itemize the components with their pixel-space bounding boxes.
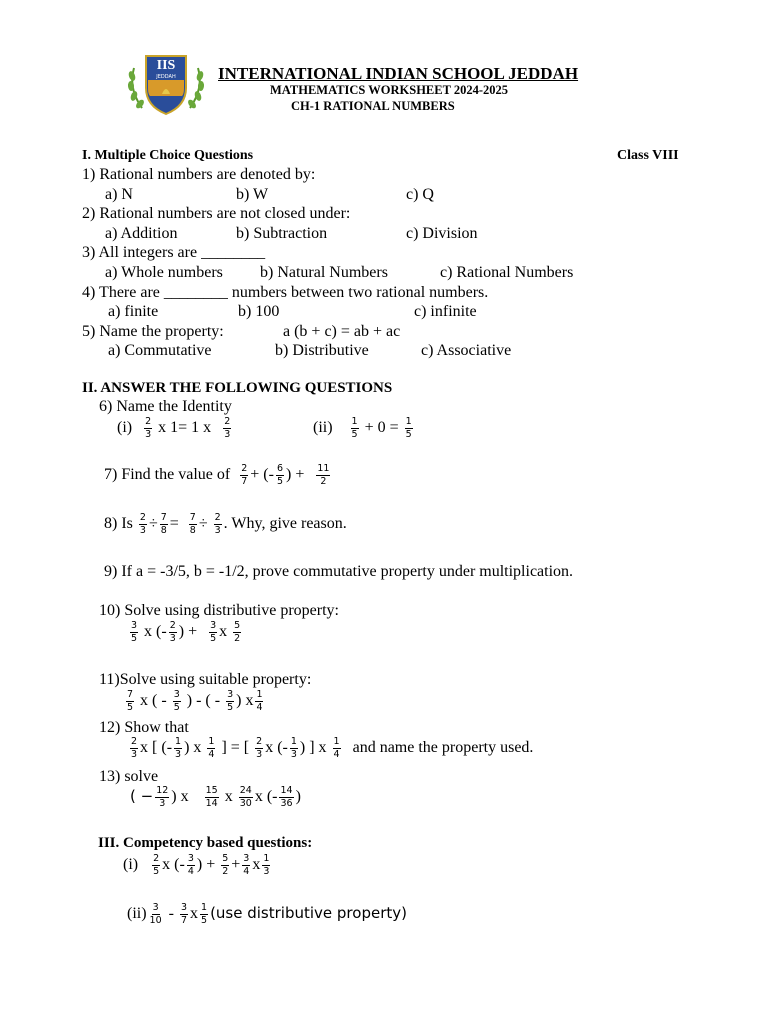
competency-ii: (ii) $\frac{3}{10}$ - $\frac{3}{7}$ x $\frac{1}{5}$ (use distributive property) xyxy=(127,902,407,926)
fraction: $\frac{5}{2}$ xyxy=(234,620,241,644)
q3-text: 3) All integers are ________ xyxy=(82,244,266,261)
q6-label-ii: (ii) xyxy=(313,419,333,437)
fraction: $\frac{3}{5}$ xyxy=(131,620,138,644)
q5-expression: a (b + c) = ab + ac xyxy=(283,323,401,340)
q5-option-c: c) Associative xyxy=(421,342,512,359)
q9-text: 9) If a = -3/5, b = -1/2, prove commutative property under multiplication. xyxy=(104,563,574,580)
q2-option-c: c) Division xyxy=(406,225,478,242)
q4-option-b: b) 100 xyxy=(238,303,280,320)
q6-text: 6) Name the Identity xyxy=(99,398,232,415)
fraction: $\frac{3}{5}$ xyxy=(227,689,234,713)
q12-text: 12) Show that xyxy=(99,719,189,736)
school-logo xyxy=(124,50,208,120)
q11-text: 11)Solve using suitable property: xyxy=(99,671,312,688)
fraction: $\frac{1}{4}$ xyxy=(333,736,340,760)
q3-option-c: c) Rational Numbers xyxy=(440,264,574,281)
section1-title: I. Multiple Choice Questions xyxy=(82,148,254,163)
q13-expression: ( − $\frac{12}{3}$ ) x $\frac{15}{14}$ x $\frac{24}{30}$ x (- $\frac{14}{36}$ ) xyxy=(130,785,301,809)
q6-label-i: (i) xyxy=(117,419,133,437)
fraction: $\frac{3}{7}$ xyxy=(180,902,188,926)
q2-option-a: a) Addition xyxy=(105,225,178,242)
school-name: INTERNATIONAL INDIAN SCHOOL JEDDAH xyxy=(218,64,579,83)
fraction: $\frac{2}{3}$ xyxy=(224,416,231,440)
fraction: $\frac{1}{5}$ xyxy=(351,416,358,440)
fraction: $\frac{7}{8}$ xyxy=(160,512,167,536)
fraction: $\frac{3}{4}$ xyxy=(243,853,250,877)
q10-expression: $\frac{3}{5}$ x (- $\frac{2}{3}$ ) + $\frac{3}{5}$ x $\frac{5}{2}$ xyxy=(131,620,241,644)
fraction: $\frac{3}{5}$ xyxy=(173,689,180,713)
fraction: $\frac{2}{5}$ xyxy=(153,853,160,877)
fraction: $\frac{2}{3}$ xyxy=(214,512,221,536)
q5-text: 5) Name the property: xyxy=(82,323,224,340)
q4-option-a: a) finite xyxy=(108,303,159,320)
fraction: $\frac{2}{3}$ xyxy=(139,512,146,536)
q2-option-b: b) Subtraction xyxy=(236,225,328,242)
q11-expression: $\frac{7}{5}$ x ( - $\frac{3}{5}$ ) - ( - $\frac{3}{5}$ ) x $\frac{1}{4}$ xyxy=(127,689,263,713)
fraction: $\frac{5}{2}$ xyxy=(222,853,229,877)
fraction: $\frac{2}{3}$ xyxy=(145,416,152,440)
fraction: $\frac{2}{3}$ xyxy=(169,620,176,644)
q12-expression: $\frac{2}{3}$ x [ (- $\frac{1}{3}$ ) x $\frac{1}{4}$ ] = [ $\frac{2}{3}$ x (- $\frac{1}{3}$ ) ] x $\frac{1}{4}$ and name the property used. xyxy=(131,736,534,760)
fraction: $\frac{1}{4}$ xyxy=(208,736,215,760)
fraction: $\frac{6}{5}$ xyxy=(276,463,283,487)
fraction: $\frac{1}{5}$ xyxy=(405,416,412,440)
fraction: $\frac{3}{5}$ xyxy=(210,620,217,644)
competency-i: (i) $\frac{2}{5}$ x (- $\frac{3}{4}$ ) + $\frac{5}{2}$ + $\frac{3}{4}$ x $\frac{1}{3}$ xyxy=(123,853,270,877)
fraction: $\frac{14}{36}$ xyxy=(280,785,293,809)
fraction: $\frac{1}{3}$ xyxy=(175,736,182,760)
q3-option-a: a) Whole numbers xyxy=(105,264,223,281)
logo-text: IIS xyxy=(156,58,176,73)
fraction: $\frac{11}{2}$ xyxy=(317,463,330,487)
q4-text: 4) There are ________ numbers between two rational numbers. xyxy=(82,284,489,301)
q1-option-c: c) Q xyxy=(406,186,434,203)
q1-option-b: b) W xyxy=(236,186,269,203)
fraction: $\frac{24}{30}$ xyxy=(239,785,252,809)
fraction: $\frac{7}{5}$ xyxy=(127,689,134,713)
fraction: $\frac{1}{3}$ xyxy=(263,853,270,877)
q6-part-i: (i) $\frac{2}{3}$ x 1= 1 x $\frac{2}{3}$ xyxy=(117,416,231,440)
worksheet-title: MATHEMATICS WORKSHEET 2024-2025 xyxy=(270,83,508,97)
q4-option-c: c) infinite xyxy=(414,303,477,320)
q8: 8) Is $\frac{2}{3}$ ÷ $\frac{7}{8}$ = $\frac{7}{8}$ ÷ $\frac{2}{3}$ . Why, give reason. xyxy=(104,512,347,536)
q5-option-b: b) Distributive xyxy=(275,342,369,359)
fraction: $\frac{2}{3}$ xyxy=(131,736,138,760)
logo-subtext: JEDDAH xyxy=(156,74,176,80)
fraction: $\frac{1}{5}$ xyxy=(201,902,208,926)
q1-option-a: a) N xyxy=(105,186,133,203)
chapter-title: CH-1 RATIONAL NUMBERS xyxy=(291,99,455,113)
q6-part-ii: (ii) $\frac{1}{5}$ + 0 = $\frac{1}{5}$ xyxy=(313,416,412,440)
fraction: $\frac{3}{10}$ xyxy=(149,902,162,926)
q13-text: 13) solve xyxy=(99,768,159,785)
fraction: $\frac{1}{3}$ xyxy=(290,736,297,760)
q2-text: 2) Rational numbers are not closed under: xyxy=(82,205,351,222)
section3-title: III. Competency based questions: xyxy=(98,835,313,851)
q7: 7) Find the value of $\frac{2}{7}$ + (- $\frac{6}{5}$ ) + $\frac{11}{2}$ xyxy=(104,463,330,487)
q10-text: 10) Solve using distributive property: xyxy=(99,602,339,619)
class-label: Class VIII xyxy=(617,148,679,163)
q5-option-a: a) Commutative xyxy=(108,342,212,359)
fraction: $\frac{12}{3}$ xyxy=(156,785,169,809)
q1-text: 1) Rational numbers are denoted by: xyxy=(82,166,316,183)
fraction: $\frac{1}{4}$ xyxy=(256,689,263,713)
section2-title: II. ANSWER THE FOLLOWING QUESTIONS xyxy=(82,380,393,396)
fraction: $\frac{2}{7}$ xyxy=(241,463,248,487)
fraction: $\frac{7}{8}$ xyxy=(189,512,196,536)
fraction: $\frac{15}{14}$ xyxy=(205,785,218,809)
q3-option-b: b) Natural Numbers xyxy=(260,264,388,281)
fraction: $\frac{2}{3}$ xyxy=(256,736,263,760)
fraction: $\frac{3}{4}$ xyxy=(187,853,194,877)
